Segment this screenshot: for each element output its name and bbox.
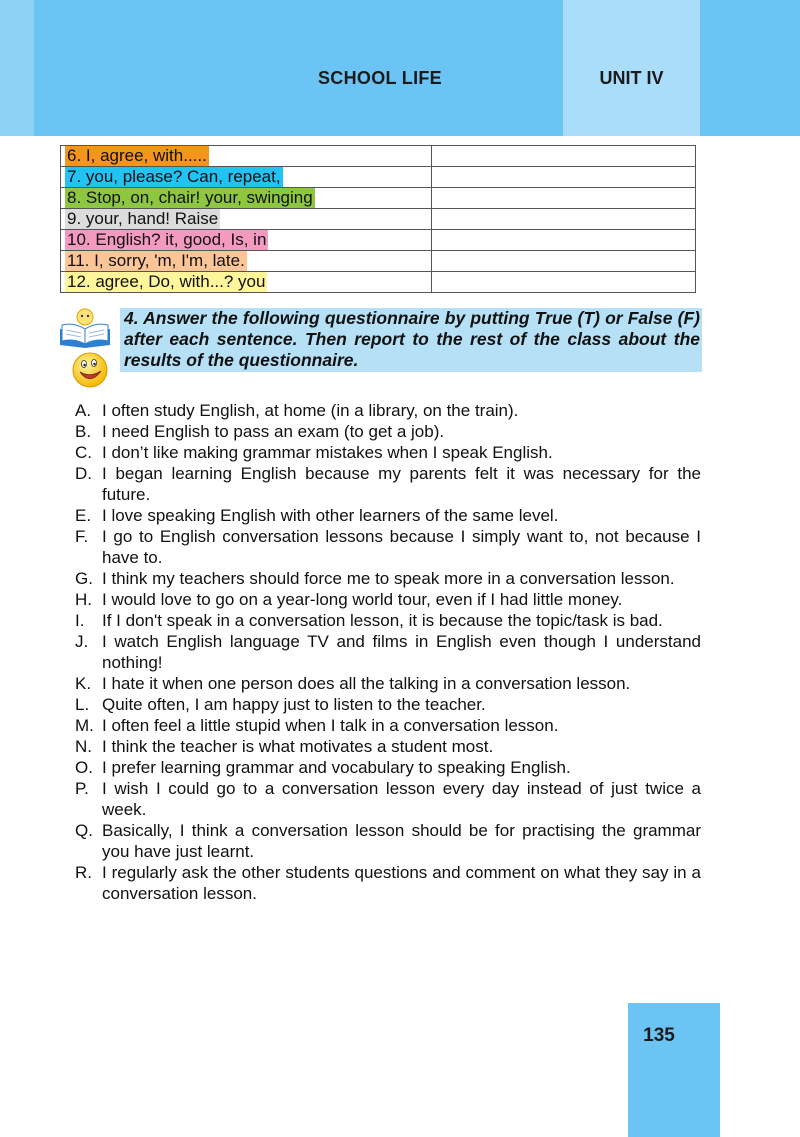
list-item xyxy=(75,736,701,757)
item-letter: H. xyxy=(75,590,92,609)
item-letter: A. xyxy=(75,401,92,420)
item-text: I often feel a little stupid when I talk in a conversation lesson. xyxy=(102,716,559,735)
item-letter: G. xyxy=(75,569,93,588)
item-text: I love speaking English with other learners of the same level. xyxy=(102,506,559,525)
item-letter: Q. xyxy=(75,821,93,840)
jumbled-phrase: 12. agree, Do, with...? you xyxy=(67,272,266,291)
answer-cell[interactable] xyxy=(432,230,696,251)
item-letter: J. xyxy=(75,632,89,651)
item-letter: C. xyxy=(75,443,92,462)
list-item xyxy=(75,400,701,421)
answer-cell[interactable] xyxy=(432,188,696,209)
answer-cell[interactable] xyxy=(432,209,696,230)
item-letter: D. xyxy=(75,464,92,483)
item-text: I go to English conversation lessons because I simply want to, not because I have to. xyxy=(102,527,701,567)
item-text: Quite often, I am happy just to listen to the teacher. xyxy=(102,695,486,714)
list-item xyxy=(75,631,701,673)
item-letter: N. xyxy=(75,737,92,756)
list-item xyxy=(75,589,701,610)
item-text: Basically, I think a conversation lesson should be for practising the grammar you have just learnt. xyxy=(102,821,701,861)
section-title: SCHOOL LIFE xyxy=(318,68,442,88)
answer-cell[interactable] xyxy=(432,167,696,188)
item-text: I don’t like making grammar mistakes when I speak English. xyxy=(102,443,553,462)
list-item xyxy=(75,505,701,526)
table-row xyxy=(61,230,696,251)
item-text: I prefer learning grammar and vocabulary to speaking English. xyxy=(102,758,571,777)
item-letter: B. xyxy=(75,422,92,441)
item-text: I often study English, at home (in a library, on the train). xyxy=(102,401,519,420)
list-item xyxy=(75,673,701,694)
smiley-face-icon xyxy=(70,350,110,395)
unit-title: UNIT IV xyxy=(599,68,664,88)
list-item xyxy=(75,421,701,442)
item-text: I need English to pass an exam (to get a job). xyxy=(102,422,445,441)
item-letter: F. xyxy=(75,527,89,546)
table-row xyxy=(61,167,696,188)
jumbled-phrase: 6. I, agree, with..... xyxy=(67,146,207,165)
answer-cell[interactable] xyxy=(432,146,696,167)
item-text: I began learning English because my parents felt it was necessary for the future. xyxy=(102,464,701,504)
answer-table xyxy=(60,145,696,293)
item-letter: K. xyxy=(75,674,92,693)
item-text: I wish I could go to a conversation lesson every day instead of just twice a week. xyxy=(102,779,701,819)
list-item xyxy=(75,526,701,568)
list-item xyxy=(75,568,701,589)
table-row xyxy=(61,272,696,293)
table-row xyxy=(61,251,696,272)
list-item xyxy=(75,778,701,820)
jumbled-phrase: 8. Stop, on, chair! your, swinging xyxy=(67,188,313,207)
header-left-strip xyxy=(0,0,34,136)
list-item xyxy=(75,757,701,778)
list-item xyxy=(75,862,701,904)
item-letter: M. xyxy=(75,716,94,735)
list-item xyxy=(75,694,701,715)
page-number-box xyxy=(628,1003,720,1137)
list-item xyxy=(75,463,701,505)
item-text: I hate it when one person does all the talking in a conversation lesson. xyxy=(102,674,631,693)
table-row xyxy=(61,146,696,167)
answer-cell[interactable] xyxy=(432,251,696,272)
list-item xyxy=(75,820,701,862)
item-text: I would love to go on a year-long world tour, even if I had little money. xyxy=(102,590,623,609)
jumbled-phrase-cell xyxy=(61,167,432,188)
open-book-icon xyxy=(56,307,114,354)
jumbled-phrase: 10. English? it, good, Is, in xyxy=(67,230,267,249)
item-letter: E. xyxy=(75,506,92,525)
item-letter: P. xyxy=(75,779,89,798)
item-letter: O. xyxy=(75,758,93,777)
item-text: I watch English language TV and films in English even though I understand nothing! xyxy=(102,632,701,672)
jumbled-phrase-cell xyxy=(61,230,432,251)
list-item xyxy=(75,715,701,736)
exercise-instruction: 4. Answer the following questionnaire by putting True (T) or False (F) after each sentence. Then report to the rest of the class about the results of the questionnaire. xyxy=(124,308,700,370)
table-row xyxy=(61,209,696,230)
list-item xyxy=(75,610,701,631)
list-item xyxy=(75,442,701,463)
jumbled-phrase: 11. I, sorry, 'm, I'm, late. xyxy=(67,251,245,270)
item-letter: R. xyxy=(75,863,92,882)
item-text: I think my teachers should force me to speak more in a conversation lesson. xyxy=(102,569,675,588)
item-text: I regularly ask the other students questions and comment on what they say in a conversation lesson. xyxy=(102,863,701,903)
item-text: I think the teacher is what motivates a student most. xyxy=(102,737,494,756)
jumbled-phrase-cell xyxy=(61,209,432,230)
item-letter: I. xyxy=(75,611,85,630)
jumbled-phrase: 7. you, please? Can, repeat, xyxy=(67,167,281,186)
jumbled-phrase-cell xyxy=(61,188,432,209)
jumbled-phrase-cell xyxy=(61,272,432,293)
jumbled-phrase-cell xyxy=(61,251,432,272)
item-text: If I don't speak in a conversation lesson, it is because the topic/task is bad. xyxy=(102,611,663,630)
page-number: 135 xyxy=(643,1025,675,1046)
item-letter: L. xyxy=(75,695,90,714)
table-row xyxy=(61,188,696,209)
jumbled-phrase: 9. your, hand! Raise xyxy=(67,209,219,228)
answer-cell[interactable] xyxy=(432,272,696,293)
jumbled-phrase-cell xyxy=(61,146,432,167)
questionnaire-list xyxy=(75,400,701,904)
